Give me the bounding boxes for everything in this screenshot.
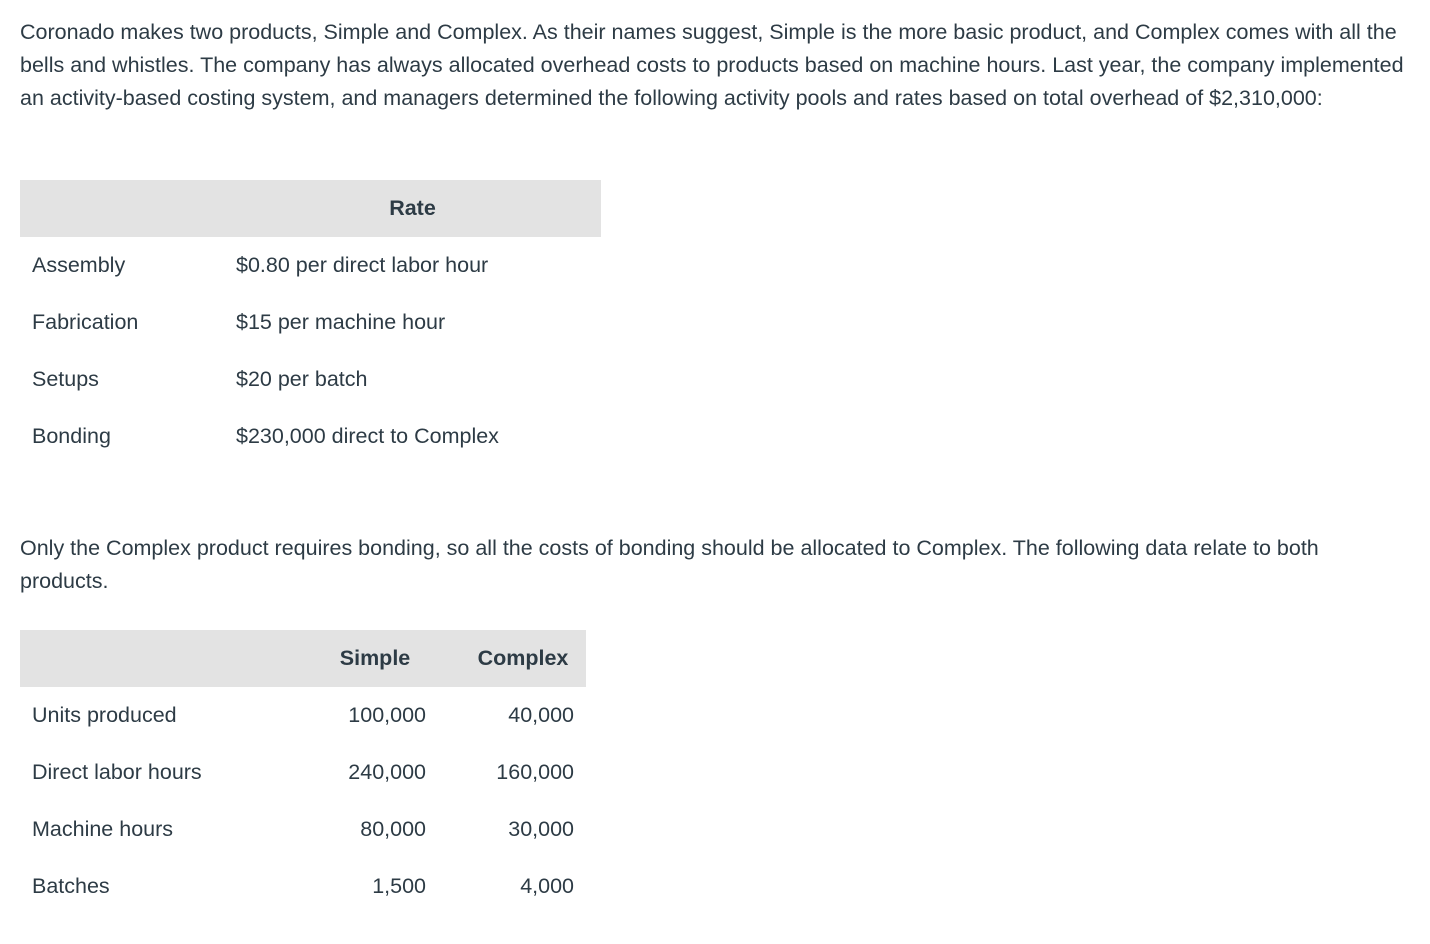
activity-column-header [20,180,224,237]
complex-value: 30,000 [508,817,574,841]
activity-name: Setups [32,367,99,391]
table-row [20,294,601,351]
complex-column-header: Complex [460,630,586,687]
metric-label: Batches [32,874,110,898]
activity-rate: $0.80 per direct labor hour [236,253,489,277]
activity-name: Bonding [32,424,111,448]
table-row [20,687,586,744]
table-row [20,351,601,408]
complex-value: 160,000 [496,760,574,784]
activity-rates-table [20,180,601,465]
table-row [20,408,601,465]
activity-name: Assembly [32,253,126,277]
simple-value: 80,000 [360,817,426,841]
simple-value: 100,000 [348,703,426,727]
intro-paragraph: Coronado makes two products, Simple and Complex. As their names suggest, Simple is the more basic product, and Complex comes with all the bells and whistles. The company has always allocated overhead costs to products based on machine hours. Last year, the company implemented an activity-based costing system, and managers determined the following activity pools and rates based on total overhead of $2,310,000: [20,20,1404,110]
activity-rate: $20 per batch [236,367,368,391]
product-data-table [20,630,586,915]
table-row [20,801,586,858]
table-header-row [20,630,586,687]
activity-name: Fabrication [32,310,139,334]
table-row [20,858,586,915]
metric-label: Machine hours [32,817,174,841]
table-header-row [20,180,601,237]
table-row [20,744,586,801]
rate-column-header: Rate [224,180,601,237]
simple-value: 240,000 [348,760,426,784]
simple-value: 1,500 [372,874,426,898]
metric-label: Units produced [32,703,177,727]
metric-column-header [20,630,290,687]
complex-value: 4,000 [520,874,574,898]
activity-rate: $15 per machine hour [236,310,446,334]
simple-column-header: Simple [290,630,460,687]
table-row [20,237,601,294]
bonding-note-paragraph: Only the Complex product requires bonding, so all the costs of bonding should be allocated to Complex. The following data relate to both products. [20,536,1319,593]
complex-value: 40,000 [508,703,574,727]
activity-rate: $230,000 direct to Complex [236,424,499,448]
metric-label: Direct labor hours [32,760,202,784]
